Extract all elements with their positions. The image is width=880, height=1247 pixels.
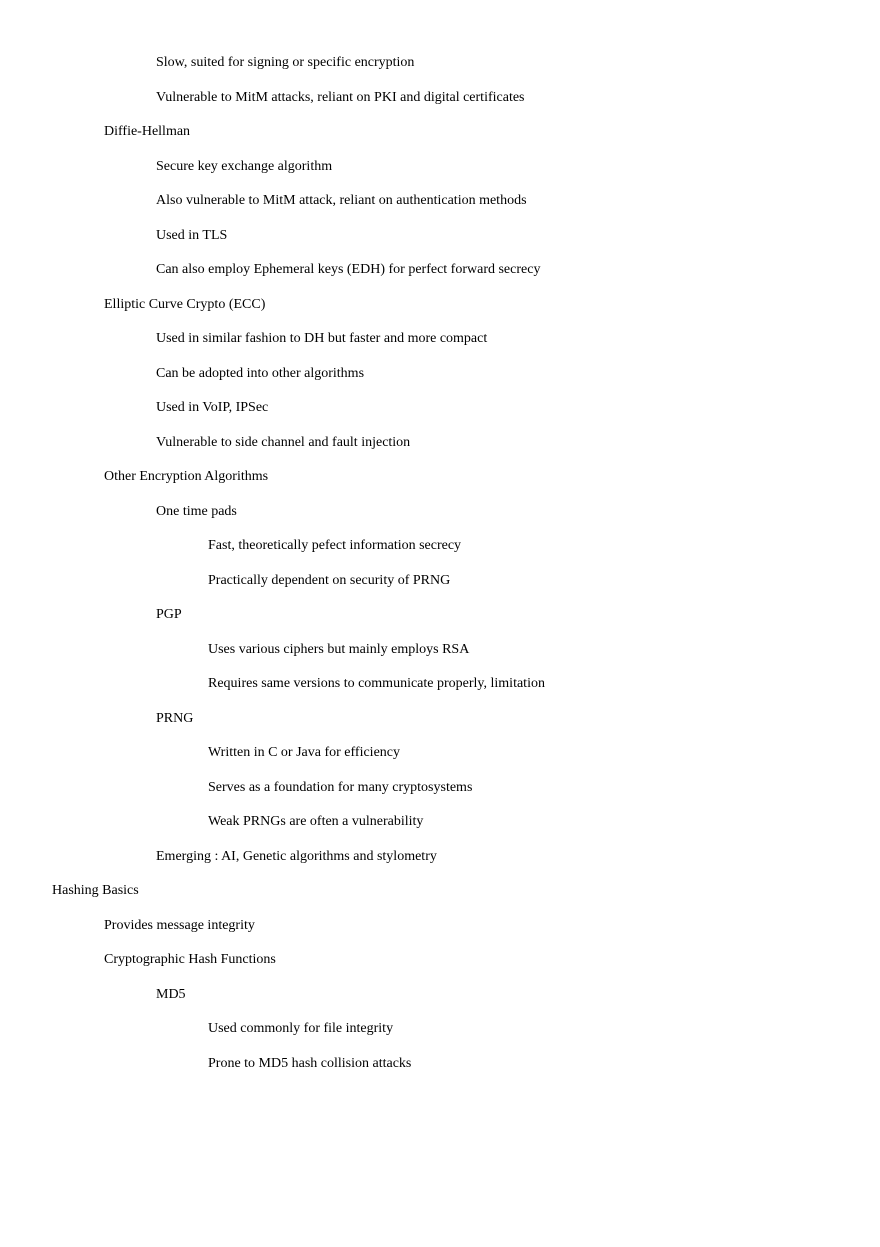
outline-section-title: Hashing Basics xyxy=(52,883,139,898)
outline-document xyxy=(0,52,880,1087)
outline-item: Used in TLS xyxy=(156,227,228,243)
outline-item: Provides message integrity xyxy=(104,917,255,933)
outline-item: Also vulnerable to MitM attack, reliant on authentication methods xyxy=(156,193,527,208)
outline-item: Serves as a foundation for many cryptosystems xyxy=(208,779,473,795)
outline-item: Vulnerable to MitM attacks, reliant on PKI and digital certificates xyxy=(156,89,525,105)
outline-item: Used in VoIP, IPSec xyxy=(156,400,269,415)
outline-item: Emerging : AI, Genetic algorithms and stylometry xyxy=(156,848,437,864)
outline-item: Used in similar fashion to DH but faster and more compact xyxy=(156,331,488,346)
outline-heading: Other Encryption Algorithms xyxy=(104,469,269,484)
outline-subheading: PGP xyxy=(156,607,182,622)
outline-item: Written in C or Java for efficiency xyxy=(208,745,400,760)
outline-item: Weak PRNGs are often a vulnerability xyxy=(208,814,424,829)
outline-item: Practically dependent on security of PRNG xyxy=(208,572,451,588)
outline-item: Requires same versions to communicate properly, limitation xyxy=(208,676,545,691)
outline-subheading: PRNG xyxy=(156,710,194,726)
outline-heading: Diffie-Hellman xyxy=(104,124,191,139)
outline-subheading: One time pads xyxy=(156,503,237,519)
outline-item: Uses various ciphers but mainly employs RSA xyxy=(208,641,470,657)
outline-item: Fast, theoretically pefect information secrecy xyxy=(208,538,462,553)
outline-item: Secure key exchange algorithm xyxy=(156,158,333,174)
outline-item: Can be adopted into other algorithms xyxy=(156,365,365,381)
outline-item: Used commonly for file integrity xyxy=(208,1021,394,1036)
outline-item: Can also employ Ephemeral keys (EDH) for perfect forward secrecy xyxy=(156,262,541,277)
outline-subheading: MD5 xyxy=(156,986,186,1002)
outline-heading: Cryptographic Hash Functions xyxy=(104,952,276,967)
outline-item: Slow, suited for signing or specific encryption xyxy=(156,55,415,70)
outline-item: Prone to MD5 hash collision attacks xyxy=(208,1055,412,1071)
outline-heading: Elliptic Curve Crypto (ECC) xyxy=(104,296,266,312)
outline-item: Vulnerable to side channel and fault injection xyxy=(156,434,411,450)
